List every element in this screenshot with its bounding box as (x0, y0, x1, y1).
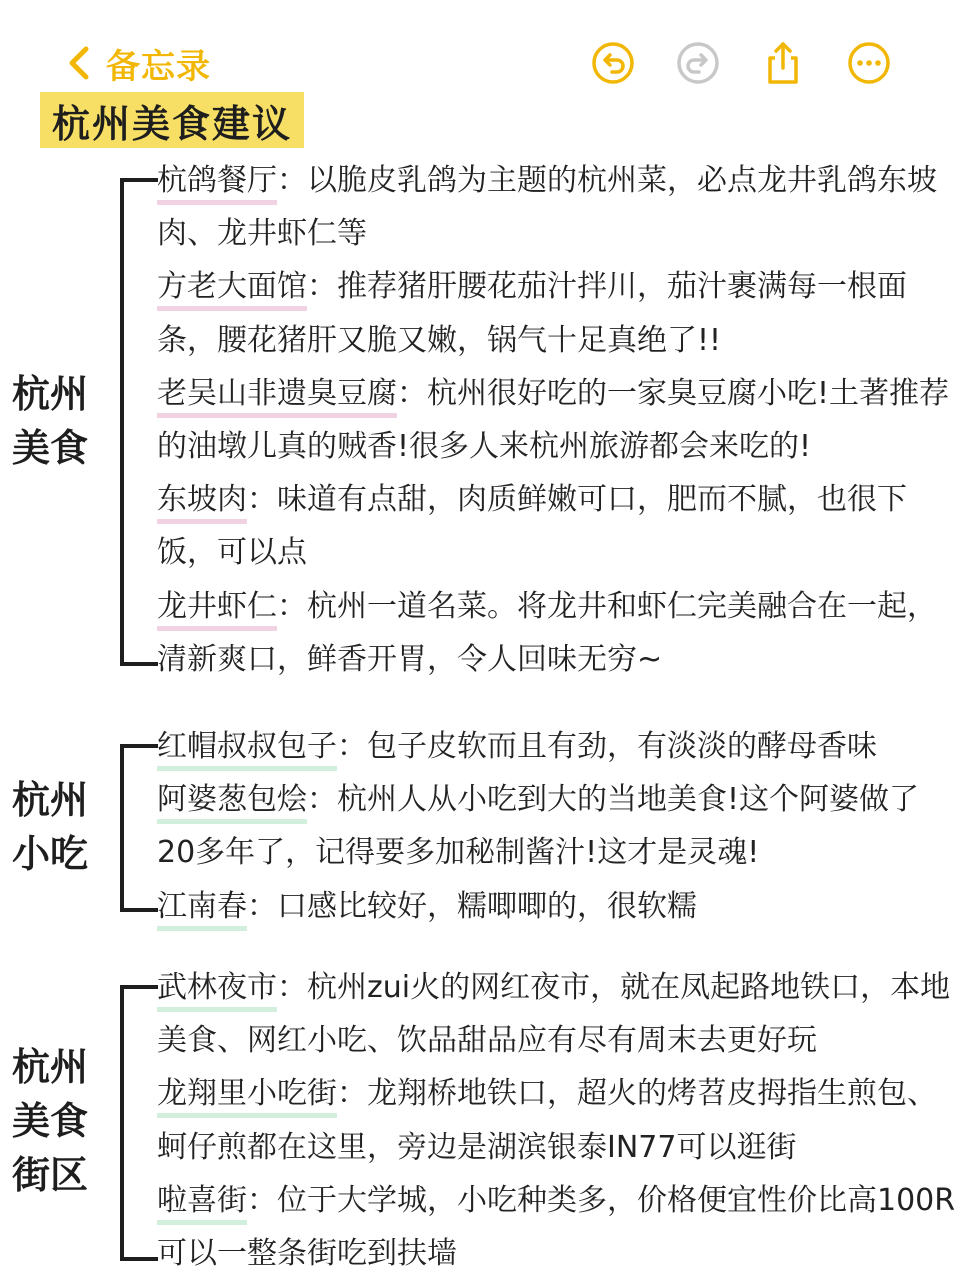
item-description: 杭州zui火的网红夜市，就在凤起路地铁口，本地美食、网红小吃、饮品甜品应有尽有周末去更好玩 (157, 970, 951, 1059)
list-item: 江南春：口感比较好，糯唧唧的，很软糯 (157, 880, 957, 933)
list-item: 杭鸽餐厅：以脆皮乳鸽为主题的杭州菜，必点龙井乳鸽东坡肉、龙井虾仁等 (157, 163, 937, 252)
note-title: 杭州美食建议 (52, 101, 293, 146)
item-name: 方老大面馆 (157, 269, 307, 311)
item-name: 红帽叔叔包子 (157, 729, 337, 771)
section-content (157, 154, 957, 686)
item-name: 龙翔里小吃街 (157, 1076, 337, 1118)
note-title-highlight (40, 92, 304, 148)
item-name: 老吴山非遗臭豆腐 (157, 376, 397, 418)
list-item: 啦喜街：位于大学城，小吃种类多，价格便宜性价比高100R可以一整条街吃到扶墙 (157, 1182, 956, 1272)
section-label: 杭州 小吃 (12, 778, 89, 876)
item-description: 以脆皮乳鸽为主题的杭州菜，必点龙井乳鸽东坡肉、龙井虾仁等 (157, 163, 937, 252)
back-button[interactable] (62, 38, 211, 88)
bracket (120, 744, 158, 912)
item-description: 杭州很好吃的一家臭豆腐小吃!土著推荐的油墩儿真的贼香!很多人来杭州旅游都会来吃的! (157, 375, 950, 465)
list-item: 方老大面馆：推荐猪肝腰花茄汁拌川，茄汁裹满每一根面条，腰花猪肝又脆又嫩，锅气十足真绝了!! (157, 269, 907, 358)
chevron-left-icon (62, 43, 98, 83)
list-item: 龙翔里小吃街：龙翔桥地铁口，超火的烤苕皮拇指生煎包、蚵仔煎都在这里，旁边是湖滨银泰IN77可以逛街 (157, 1076, 937, 1165)
section-label: 杭州 美食 (12, 372, 89, 470)
share-icon[interactable] (760, 40, 806, 86)
item-name: 江南春 (157, 889, 247, 931)
list-item: 龙井虾仁：杭州一道名菜。将龙井和虾仁完美融合在一起，清新爽口，鲜香开胃，令人回味无穷~ (157, 588, 937, 677)
item-description: 口感比较好，糯唧唧的，很软糯 (277, 888, 697, 924)
bracket (120, 178, 158, 666)
item-name: 武林夜市 (157, 970, 277, 1012)
section-label: 杭州 美食 街区 (12, 1045, 89, 1197)
list-item: 红帽叔叔包子：包子皮软而且有劲，有淡淡的酵母香味 (157, 720, 957, 773)
back-label: 备忘录 (106, 46, 211, 87)
item-name: 阿婆葱包烩 (157, 782, 307, 824)
item-description: 味道有点甜，肉质鲜嫩可口，肥而不腻，也很下饭，可以点 (157, 482, 907, 571)
item-description: 杭州一道名菜。将龙井和虾仁完美融合在一起，清新爽口，鲜香开胃，令人回味无穷~ (157, 588, 937, 677)
list-item: 武林夜市：杭州zui火的网红夜市，就在凤起路地铁口，本地美食、网红小吃、饮品甜品应有尽有周末去更好玩 (157, 970, 951, 1059)
bracket (120, 985, 158, 1261)
more-icon[interactable] (846, 40, 892, 86)
list-item: 东坡肉：味道有点甜，肉质鲜嫩可口，肥而不腻，也很下饭，可以点 (157, 482, 907, 571)
list-item: 老吴山非遗臭豆腐：杭州很好吃的一家臭豆腐小吃!土著推荐的油墩儿真的贼香!很多人来杭州旅游都会来吃的! (157, 375, 950, 465)
item-description: 位于大学城，小吃种类多，价格便宜性价比高100R可以一整条街吃到扶墙 (157, 1182, 956, 1272)
item-name: 杭鸽餐厅 (157, 163, 277, 205)
item-description: 推荐猪肝腰花茄汁拌川，茄汁裹满每一根面条，腰花猪肝又脆又嫩，锅气十足真绝了!! (157, 269, 907, 358)
list-item: 阿婆葱包烩：杭州人从小吃到大的当地美食!这个阿婆做了20多年了，记得要多加秘制酱汁!这才是灵魂! (157, 782, 920, 871)
item-description: 包子皮软而且有劲，有淡淡的酵母香味 (367, 729, 877, 764)
item-description: 龙翔桥地铁口，超火的烤苕皮拇指生煎包、蚵仔煎都在这里，旁边是湖滨银泰IN77可以逛街 (157, 1076, 937, 1165)
section-content (157, 720, 957, 933)
item-description: 杭州人从小吃到大的当地美食!这个阿婆做了20多年了，记得要多加秘制酱汁!这才是灵魂! (157, 782, 920, 871)
undo-icon[interactable] (590, 40, 636, 86)
item-name: 东坡肉 (157, 482, 247, 524)
section-content (157, 961, 957, 1280)
item-name: 龙井虾仁 (157, 589, 277, 631)
redo-icon[interactable] (675, 40, 721, 86)
item-name: 啦喜街 (157, 1183, 247, 1225)
